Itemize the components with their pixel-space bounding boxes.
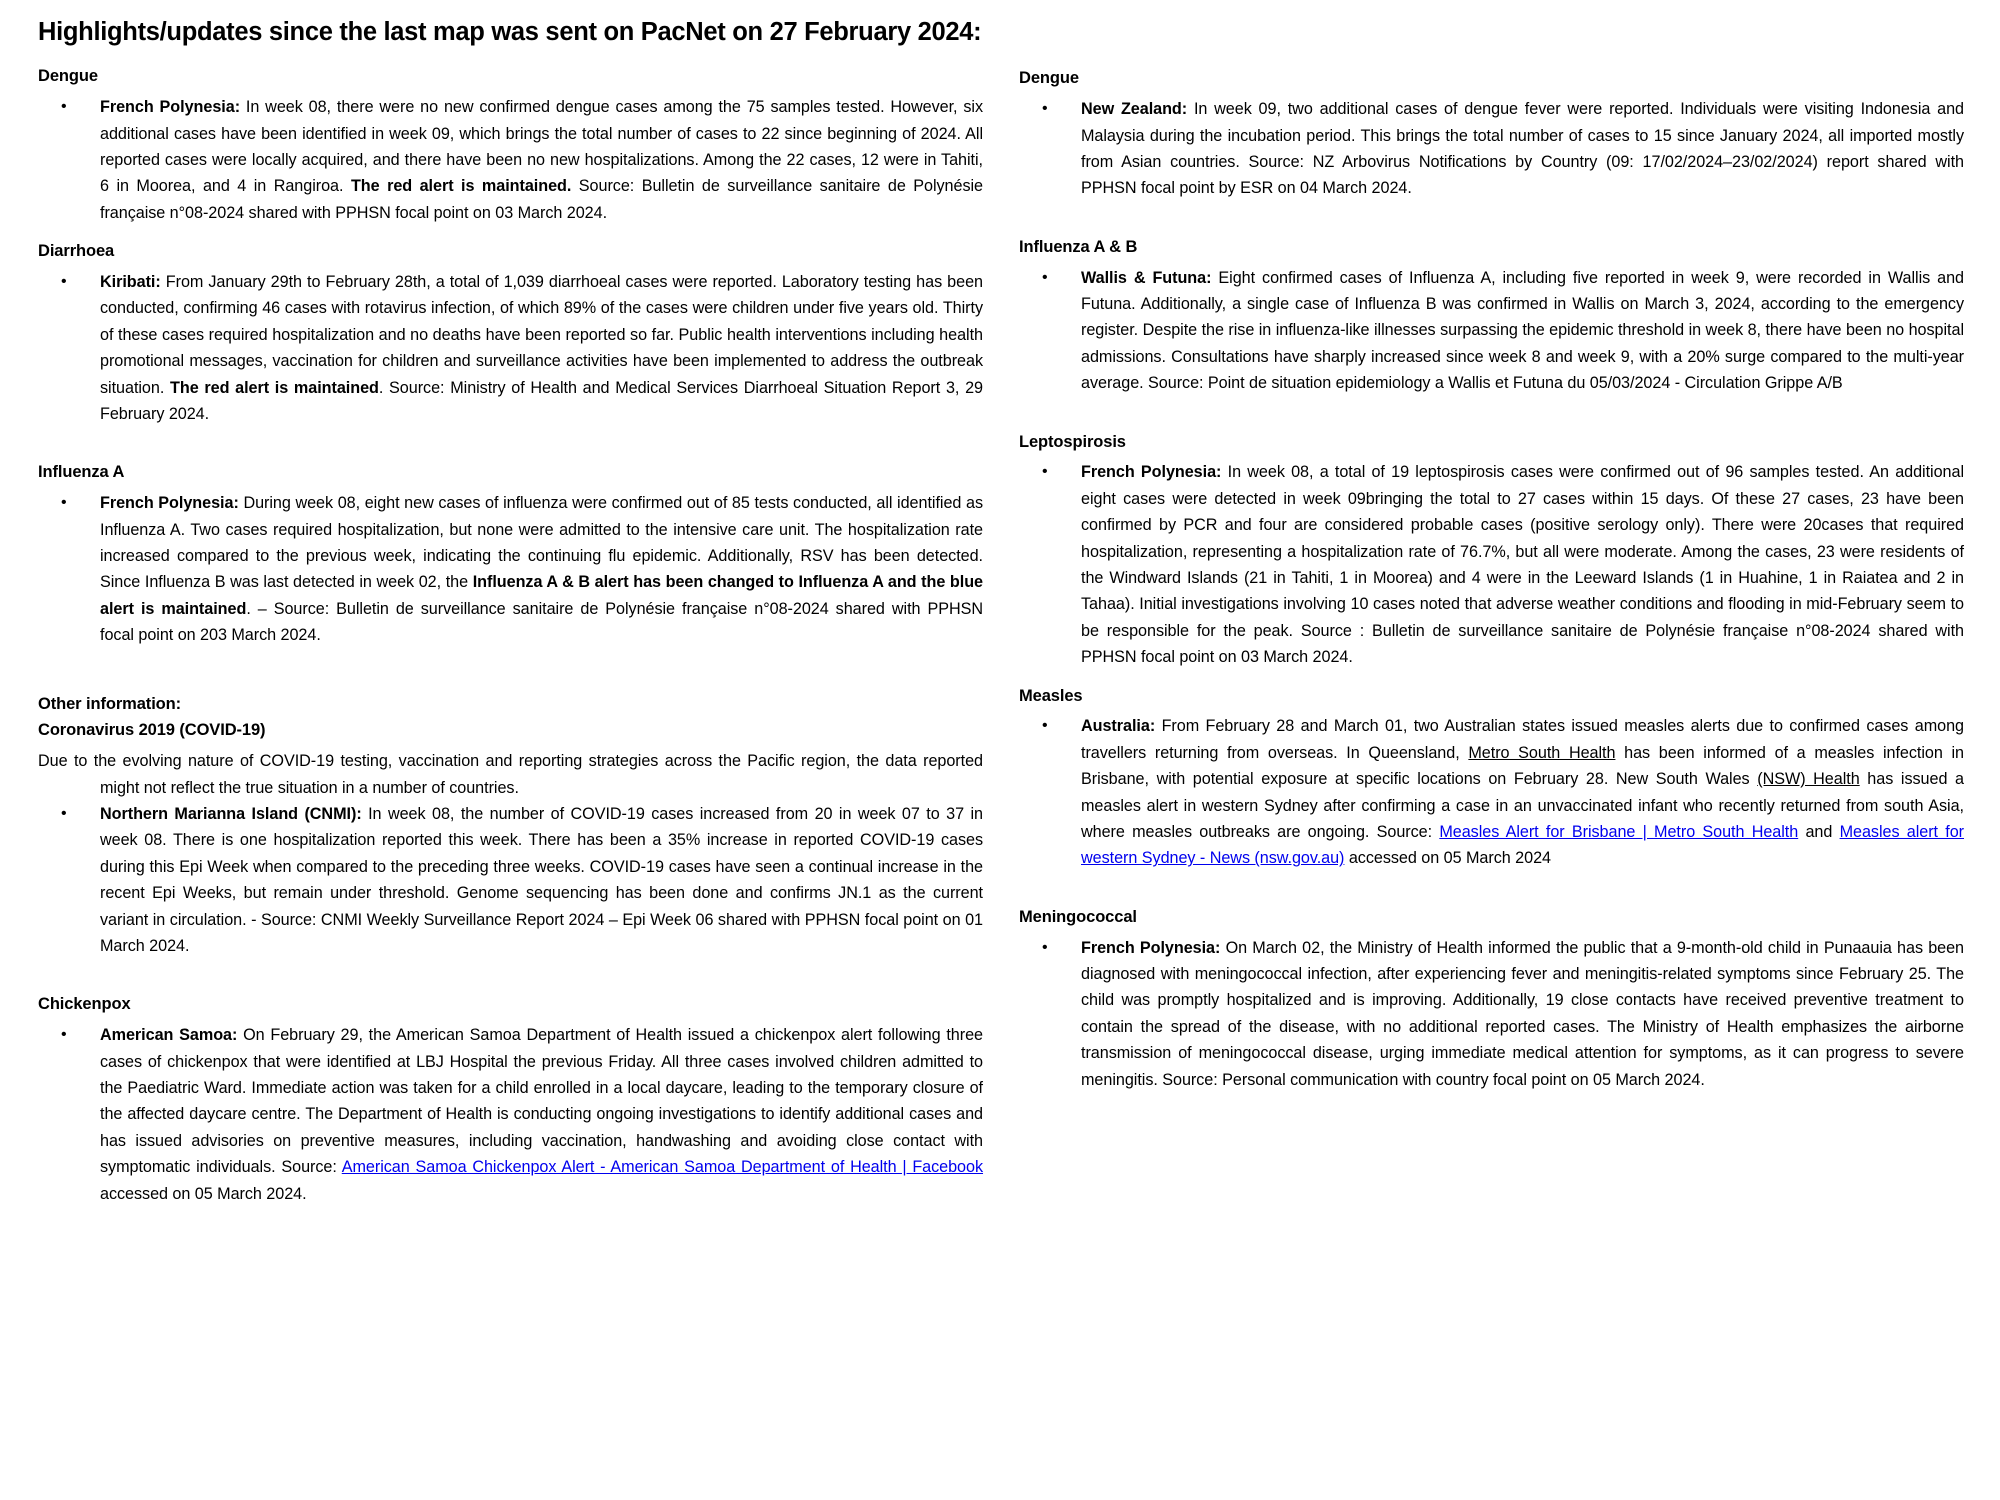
body-text-part-1: On February 29, the American Samoa Department of Health issued a chickenpox alert following three cases of chickenpox that were identified at LBJ Hospital the previous Friday. All three cases involved children admitted to the Paediatric Ward. Immediate action was taken for a child enrolled in a local daycare, leading to the temporary closure of the affected daycare centre. The Department of Health is conducting ongoing investigations to identify additional cases and has issued advisories on preventive measures, including vaccination, handwashing and avoiding close contact with symptomatic individuals. Source: (100, 1026, 983, 1177)
list-item (38, 490, 983, 648)
country-label: French Polynesia (1081, 938, 1216, 957)
alert-status-emphasis: The red alert is maintained (170, 378, 379, 397)
country-label-suffix: : (356, 805, 362, 824)
country-label: Kiribati (100, 272, 156, 291)
body-text-part-2: Source: Bulletin de surveillance sanitaire de Polynésie française n°08-2024 shared with PPHSN focal point on 03 March 2024. (100, 177, 984, 222)
bullet-marker: • (61, 1026, 67, 1044)
section-heading-influenza-a: Influenza A (38, 463, 125, 482)
spacer (38, 665, 983, 695)
left-column (38, 67, 983, 1223)
country-label-suffix: : (1216, 463, 1222, 482)
country-label-suffix: : (233, 494, 239, 513)
section-meningococcal (1019, 908, 1964, 1093)
body-text-part-2: accessed on 05 March 2024. (100, 1184, 307, 1203)
country-label-suffix: : (1149, 717, 1156, 736)
section-other-information (38, 695, 983, 960)
body-text: In week 08, a total of 19 leptospirosis cases were confirmed out of 96 samples tested. An additional eight cases were detected in week 09bringing the total to 27 cases within 15 days. Of these 27 cases, 23 have been confirmed by PCR and four are considered probable cases (positive serology only). There were 20cases that required hospitalization, representing a hospitalization rate of 76.7%, but all were moderate. Among the cases, 23 were residents of the Windward Islands (21 in Tahiti, 1 in Moorea) and 4 were in the Leeward Islands (1 in Huahine, 1 in Raiatea and 2 in Tahaa). Initial investigations involving 10 cases noted that adverse weather conditions and flooding in mid-February seem to be responsible for the peak. Source : Bulletin de surveillance sanitaire de Polynésie française n°08-2024 shared with PPHSN focal point on 03 March 2024. (1081, 463, 1964, 667)
bullet-marker: • (61, 98, 67, 116)
body-text-part-1: In week 08, there were no new confirmed dengue cases among the 75 samples tested. However, six additional cases have been identified in week 09, which brings the total number of cases to 22 since beginning of 2024. All reported cases were locally acquired, and there have been no new hospitalizations. Among the 22 cases, 12 were in Tahiti, 6 in Moorea, and 4 in Rangiroa. (100, 98, 983, 196)
alert-status-emphasis: Influenza A & B alert has been changed to Influenza A and the blue alert is maintained (100, 573, 983, 618)
spacer (1019, 413, 1964, 433)
bullet-text (100, 94, 983, 226)
source-link-measles-brisbane[interactable]: Measles Alert for Brisbane | Metro South Health (1439, 823, 1799, 842)
section-chickenpox (38, 995, 983, 1207)
section-heading-diarrhoea: Diarrhoea (38, 242, 115, 261)
section-leptospirosis (1019, 433, 1964, 671)
page-title: Highlights/updates since the last map was sent on PacNet on 27 February 2024: (38, 18, 982, 46)
section-dengue-right (1019, 69, 1964, 201)
body-text: In week 09, two additional cases of dengue fever were reported. Individuals were visiting Indonesia and Malaysia during the incubation period. This brings the total number of cases to 15 since January 2024, all imported mostly from Asian countries. Source: NZ Arbovirus Notifications by Country (09: 17/02/2024–23/02/2024) report shared with PPHSN focal point by ESR on 04 March 2024. (1081, 100, 1964, 198)
alert-status-emphasis: The red alert is maintained. (350, 177, 572, 196)
bullet-text (1081, 713, 1964, 871)
spacer (38, 443, 983, 463)
section-heading-leptospirosis: Leptospirosis (1019, 432, 1126, 451)
bullet-marker: • (1042, 717, 1048, 735)
bullet-text (1081, 96, 1964, 202)
body-text-part-1: During week 08, eight new cases of influenza were confirmed out of 85 tests conducted, all identified as Influenza A. Two cases required hospitalization, but none were admitted to the intensive care unit. The hospitalization rate increased compared to the previous week, indicating the continuing flu epidemic. Additionally, RSV has been detected. Since Influenza B was last detected in week 02, the (100, 494, 983, 592)
section-heading-other-information: Other information: (38, 694, 182, 713)
bullet-text (100, 801, 983, 959)
body-text-part-4: and (1798, 823, 1840, 842)
right-column (1019, 67, 1964, 1109)
section-influenza-a-and-b (1019, 238, 1964, 397)
section-dengue-left (38, 67, 983, 226)
section-influenza-a (38, 463, 983, 648)
country-label: French Polynesia (1081, 463, 1217, 482)
section-heading-measles: Measles (1019, 686, 1083, 705)
spacer (38, 975, 983, 995)
body-text-part-1: From February 28 and March 01, two Australian states issued measles alerts due to confirmed cases among travellers returning from overseas. In Queensland, (1081, 717, 1964, 762)
section-heading-dengue: Dengue (38, 67, 98, 86)
underlined-term-nsw-health: (NSW) Health (1757, 770, 1860, 789)
bullet-text (100, 269, 983, 427)
bullet-marker: • (1042, 100, 1048, 118)
list-item (1019, 459, 1964, 670)
bullet-marker: • (61, 805, 67, 823)
bullet-text (1081, 935, 1964, 1093)
country-label-suffix: : (1206, 268, 1212, 287)
country-label: Northern Marianna Island (CNMI) (100, 805, 357, 824)
bullet-marker: • (1042, 268, 1048, 286)
bullet-text (100, 490, 983, 648)
section-heading-dengue-right: Dengue (1019, 69, 1079, 88)
covid-intro-paragraph: Due to the evolving nature of COVID-19 testing, vaccination and reporting strategies across the Pacific region, the data reported might not reflect the true situation in a number of countries. (38, 752, 983, 797)
section-heading-meningococcal: Meningococcal (1019, 907, 1137, 926)
bullet-text (1081, 265, 1964, 397)
country-label: New Zealand (1081, 100, 1182, 119)
section-diarrhoea (38, 242, 983, 427)
country-label-suffix: : (1181, 100, 1188, 119)
country-label: French Polynesia (100, 494, 234, 513)
list-item (38, 1022, 983, 1207)
bullet-text (100, 1022, 983, 1207)
list-item (1019, 935, 1964, 1093)
subheading-covid19: Coronavirus 2019 (COVID-19) (38, 721, 266, 740)
country-label: Wallis & Futuna (1081, 268, 1207, 287)
spacer (1019, 218, 1964, 238)
list-item (1019, 96, 1964, 202)
body-text: Eight confirmed cases of Influenza A, including five reported in week 9, were recorded in Wallis and Futuna. Additionally, a single case of Influenza B was confirmed in Wallis on March 3, 2024, according to the emergency register. Despite the rise in influenza-like illnesses surpassing the epidemic threshold in week 8, there have been no hospital admissions. Consultations have sharply increased since week 8 and week 9, with a 20% surge compared to the multi-year average. Source: Point de situation epidemiology a Wallis et Futuna du 05/03/2024 - Circulation Grippe A/B (1081, 268, 1964, 393)
bullet-text (1081, 459, 1964, 670)
spacer (1019, 888, 1964, 908)
country-label: Australia (1081, 717, 1150, 736)
body-text-part-5: accessed on 05 March 2024 (1344, 849, 1551, 868)
list-item (38, 801, 983, 959)
bullet-marker: • (61, 272, 67, 290)
body-text-part-3: has issued a measles alert in western Sydney after confirming a case in an unvaccinated infant who recently returned from south Asia, where measles outbreaks are ongoing. Source: (1081, 770, 1964, 842)
underlined-term-metro-south-health: Metro South Health (1468, 743, 1616, 762)
country-label-suffix: : (155, 272, 161, 291)
two-column-layout (38, 67, 1970, 1223)
section-heading-influenza-a-and-b: Influenza A & B (1019, 237, 1138, 256)
body-text-part-2: . Source: Ministry of Health and Medical Services Diarrhoeal Situation Report 3, 29 February 2024. (100, 378, 983, 423)
bullet-marker: • (1042, 463, 1048, 481)
country-label: American Samoa (100, 1026, 232, 1045)
section-measles (1019, 687, 1964, 872)
body-text-part-2: . – Source: Bulletin de surveillance sanitaire de Polynésie française n°08-2024 shared with PPHSN focal point on 203 March 2024. (100, 599, 983, 645)
list-item (1019, 713, 1964, 871)
section-heading-chickenpox: Chickenpox (38, 995, 131, 1014)
source-link-american-samoa-chickenpox[interactable]: American Samoa Chickenpox Alert - American Samoa Department of Health | Facebook (341, 1158, 984, 1177)
country-label: French Polynesia (100, 98, 235, 117)
body-text: On March 02, the Ministry of Health informed the public that a 9-month-old child in Punaauia has been diagnosed with meningococcal infection, after experiencing fever and meningitis-related symptoms since February 25. The child was promptly hospitalized and is improving. Additionally, 19 close contacts have received preventive treatment to contain the spread of the disease, with no additional reported cases. The Ministry of Health emphasizes the airborne transmission of meningococcal disease, urging immediate medical attention for symptoms, as it can progress to severe meningitis. Source: Personal communication with country focal point on 05 March 2024. (1081, 938, 1965, 1089)
bullet-marker: • (1042, 938, 1048, 956)
country-label-suffix: : (1215, 938, 1221, 957)
bullet-marker: • (61, 494, 67, 512)
body-text: In week 08, the number of COVID-19 cases increased from 20 in week 07 to 37 in week 08. There is one hospitalization reported this week. There has been a 35% increase in reported COVID-19 cases during this Epi Week when compared to the preceding three weeks. COVID-19 cases have seen a continual increase in the recent Epi Weeks, but remain under threshold. Genome sequencing has been done and confirms JN.1 as the current variant in circulation. - Source: CNMI Weekly Surveillance Report 2024 – Epi Week 06 shared with PPHSN focal point on 01 March 2024. (100, 805, 984, 956)
body-text-part-2: has been informed of a measles infection in Brisbane, with potential exposure at specific locations on February 28. New South Wales (1081, 743, 1964, 789)
country-label-suffix: : (232, 1026, 238, 1045)
list-item (38, 269, 983, 427)
country-label-suffix: : (234, 98, 241, 117)
body-text-part-1: From January 29th to February 28th, a total of 1,039 diarrhoeal cases were reported. Laboratory testing has been conducted, confirming 46 cases with rotavirus infection, of which 89% of the cases were children under five years old. Thirty of these cases required hospitalization and no deaths have been reported so far. Public health interventions including health promotional messages, vaccination for children and surveillance activities have been implemented to address the outbreak situation. (100, 272, 983, 397)
list-item (38, 94, 983, 226)
source-link-measles-western-sydney[interactable]: Measles alert for western Sydney - News (nsw.gov.au) (1081, 823, 1964, 868)
list-item (1019, 265, 1964, 397)
